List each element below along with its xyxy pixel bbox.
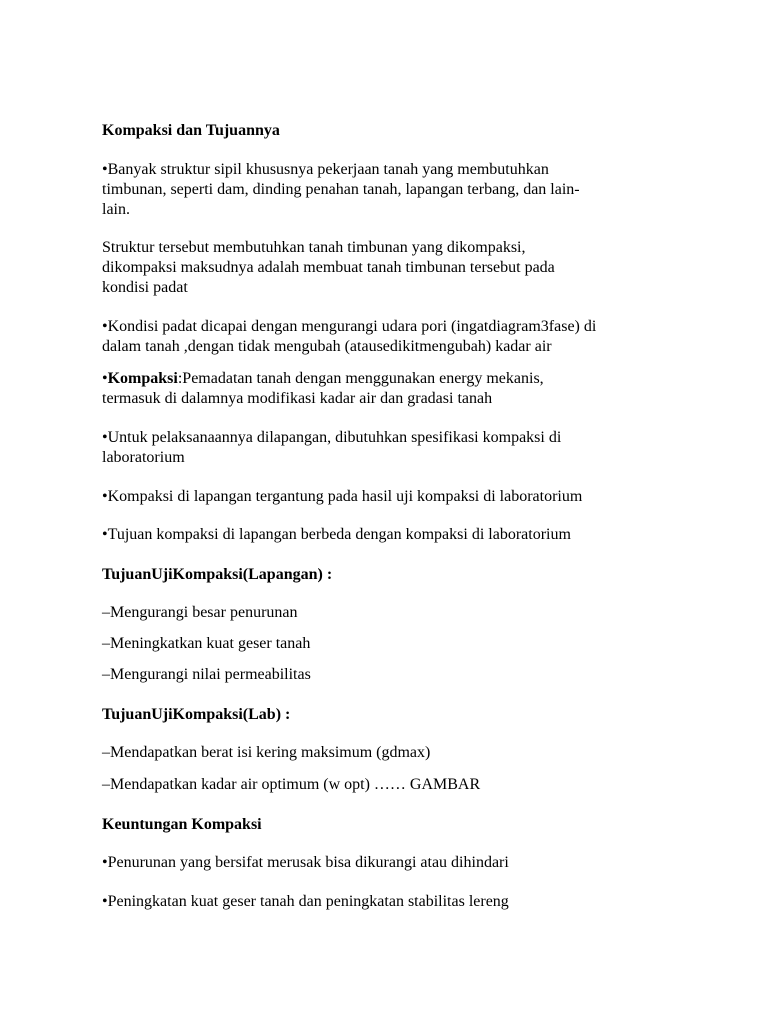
paragraph-line: kondisi padat [102, 279, 188, 296]
term-kompaksi: Kompaksi [107, 370, 178, 387]
section-heading-lapangan: TujuanUjiKompaksi(Lapangan) : [102, 566, 333, 583]
list-item: –Mendapatkan kadar air optimum (w opt) …… GAMBAR [102, 776, 481, 793]
bullet: • [102, 370, 108, 387]
list-item: –Mengurangi besar penurunan [102, 604, 298, 621]
list-item: •Peningkatan kuat geser tanah dan peningkatan stabilitas lereng [102, 893, 509, 910]
paragraph-line: •Kondisi padat dicapai dengan mengurangi udara pori (ingatdiagram3fase) di [102, 318, 597, 335]
definition-text: :Pemadatan tanah dengan menggunakan energy mekanis, [177, 370, 544, 387]
section-heading-kompaksi: Kompaksi dan Tujuannya [102, 122, 280, 139]
paragraph-line: dalam tanah ,dengan tidak mengubah (atausedikitmengubah) kadar air [102, 338, 552, 355]
paragraph-line: termasuk di dalamnya modifikasi kadar air dan gradasi tanah [102, 390, 493, 407]
section-heading-keuntungan: Keuntungan Kompaksi [102, 816, 262, 833]
list-item: –Meningkatkan kuat geser tanah [102, 635, 311, 652]
paragraph-line: lain. [102, 201, 130, 218]
paragraph-line: dikompaksi maksudnya adalah membuat tanah timbunan tersebut pada [102, 259, 555, 276]
paragraph-line: •Tujuan kompaksi di lapangan berbeda dengan kompaksi di laboratorium [102, 526, 571, 543]
section-heading-lab: TujuanUjiKompaksi(Lab) : [102, 706, 291, 723]
paragraph-line: timbunan, seperti dam, dinding penahan tanah, lapangan terbang, dan lain- [102, 181, 580, 198]
definition-line [102, 369, 544, 389]
paragraph-line: •Untuk pelaksanaannya dilapangan, dibutuhkan spesifikasi kompaksi di [102, 429, 562, 446]
list-item: •Penurunan yang bersifat merusak bisa dikurangi atau dihindari [102, 854, 509, 871]
list-item: –Mendapatkan berat isi kering maksimum (gdmax) [102, 744, 431, 761]
paragraph-line: Struktur tersebut membutuhkan tanah timbunan yang dikompaksi, [102, 239, 526, 256]
paragraph-line: laboratorium [102, 449, 185, 466]
paragraph-line: •Kompaksi di lapangan tergantung pada hasil uji kompaksi di laboratorium [102, 488, 583, 505]
paragraph-line: •Banyak struktur sipil khususnya pekerjaan tanah yang membutuhkan [102, 161, 549, 178]
list-item: –Mengurangi nilai permeabilitas [102, 666, 311, 683]
